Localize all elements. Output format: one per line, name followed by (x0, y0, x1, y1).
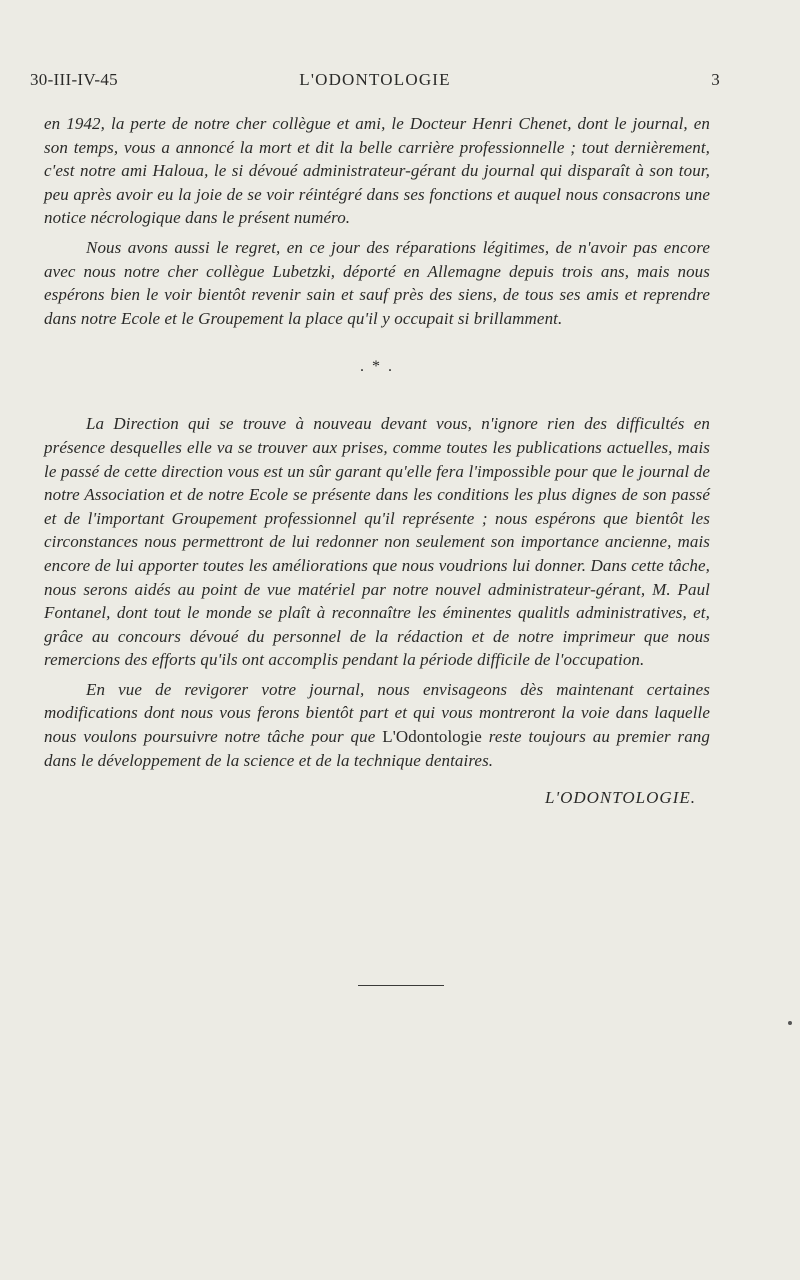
section-separator: . * . (360, 358, 394, 376)
signature: L'ODONTOLOGIE. (545, 788, 696, 808)
end-rule (358, 985, 444, 986)
journal-name-inline: L'Odontologie (382, 727, 482, 747)
paragraph-4-text-end: reste toujours au premier rang dans le développement de la science et de la technique dentaires. (44, 727, 711, 770)
paragraph-4 (44, 678, 710, 772)
header-page-number: 3 (711, 70, 720, 89)
header-journal-title: L'ODONTOLOGIE (299, 70, 451, 89)
paragraph-4-text-start: En vue de revigorer votre journal, nous envisageons dès maintenant certaines modifications dont nous vous ferons bientôt part et qui vous montreront la voie dans laquelle nous voulons poursuivre notre tâche pour que (44, 679, 710, 747)
paragraph-1: en 1942, la perte de notre cher collègue et ami, le Docteur Henri Chenet, dont le journal, en son temps, vous a annoncé la mort et dit la belle carrière professionnelle ; tout dernièrement, c'est notre ami Haloua, le si dévoué administrateur-gérant du journal qui disparaît à son tour, peu après avoir eu la joie de se voir réintégré dans ses fonctions et auquel nous consacrons une notice nécrologique dans le présent numéro. (44, 114, 710, 228)
paragraph-2: Nous avons aussi le regret, en ce jour des réparations légitimes, de n'avoir pas encore avec nous notre cher collègue Lubetzki, déporté en Allemagne depuis trois ans, mais nous espérons bien le voir bientôt revenir sain et sauf près des siens, de tous ses amis et reprendre dans notre Ecole et le Groupement la place qu'il y occupait si brillamment. (44, 237, 710, 328)
article-body (44, 112, 710, 808)
running-header (30, 70, 720, 98)
margin-dot (788, 1021, 792, 1025)
paragraph-3: La Direction qui se trouve à nouveau devant vous, n'ignore rien des difficultés en présence desquelles elle va se trouver aux prises, comme toutes les publications actuelles, mais le passé de cette direction vous est un sûr garant qu'elle fera l'impossible pour que le journal de notre Association et de notre Ecole se présente dans les conditions les plus dignes de son passé et de l'important Groupement professionnel qu'il représente ; nous espérons que bientôt les circonstances nous permettront de lui redonner non seulement son importance ancienne, mais encore de lui apporter toutes les améliorations que nous voudrions lui donner. Dans cette tâche, nous serons aidés au point de vue matériel par notre nouvel administrateur-gérant, M. Paul Fontanel, dont tout le monde se plaît à reconnaître les éminentes qualitls administratives, et, grâce au concours dévoué du personnel de la rédaction et de notre imprimeur que nous remercions des efforts qu'ils ont accomplis pendant la période difficile de l'occupation. (44, 414, 710, 670)
header-date: 30-III-IV-45 (30, 70, 118, 89)
